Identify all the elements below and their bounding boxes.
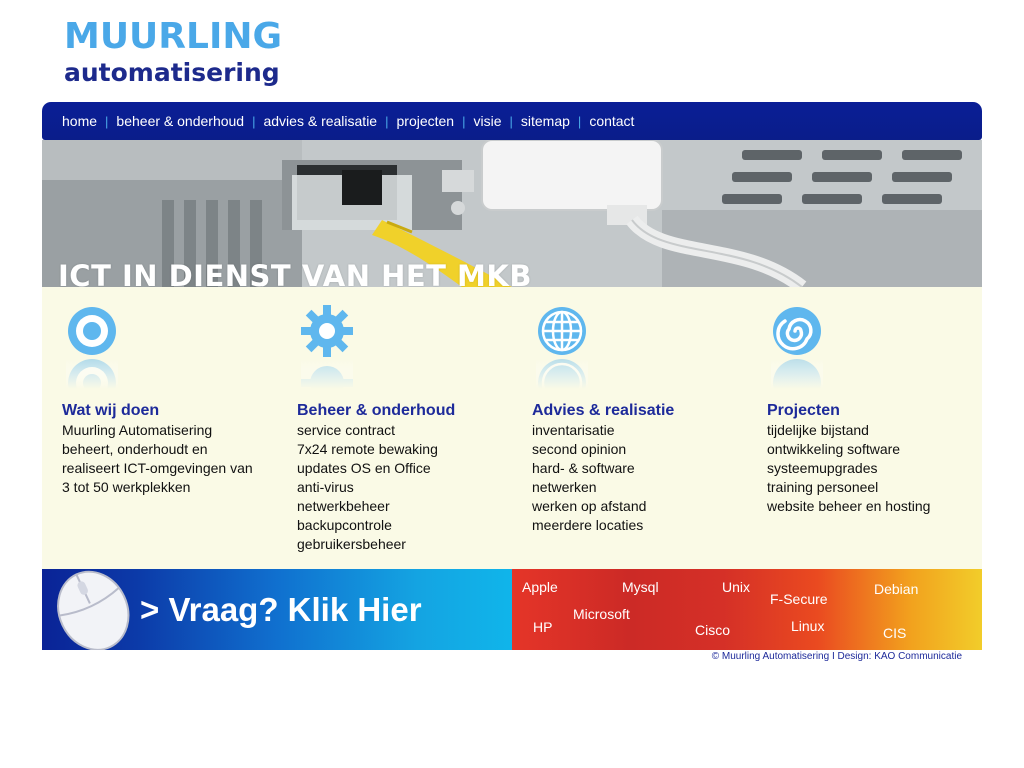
- globe-icon: [536, 305, 588, 389]
- list-item: inventarisatie: [532, 422, 615, 438]
- tag-linux: Linux: [791, 618, 825, 634]
- column-list: [532, 421, 646, 535]
- tag-debian: Debian: [874, 581, 919, 597]
- logo-line-automatisering: automatisering: [64, 58, 280, 87]
- tag-hp: HP: [533, 619, 553, 635]
- tag-microsoft: Microsoft: [573, 606, 630, 622]
- column-list: [297, 421, 438, 554]
- nav-separator: |: [105, 113, 109, 129]
- column-title[interactable]: Projecten: [767, 402, 840, 419]
- tag-unix: Unix: [722, 579, 751, 595]
- contact-banner[interactable]: [42, 569, 512, 650]
- list-item: training personeel: [767, 479, 879, 495]
- nav-separator: |: [462, 113, 466, 129]
- tag-mysql: Mysql: [622, 579, 659, 595]
- computer-mouse-icon: [42, 569, 142, 650]
- footer-credits[interactable]: © Muurling Automatisering I Design: KAO Communicatie: [711, 651, 962, 662]
- list-item: werken op afstand: [532, 498, 647, 514]
- nav-separator: |: [385, 113, 389, 129]
- list-item: second opinion: [532, 441, 627, 457]
- nav-separator: |: [252, 113, 256, 129]
- column-title[interactable]: Wat wij doen: [62, 402, 160, 419]
- nav-projecten[interactable]: projecten: [396, 113, 455, 129]
- main-navigation: [42, 102, 982, 140]
- list-item: beheert, onderhoudt en: [62, 441, 208, 457]
- list-item: Muurling Automatisering: [62, 422, 213, 438]
- spiral-icon: [771, 305, 823, 389]
- hero-heading: ICT IN DIENST VAN HET MKB: [58, 259, 532, 287]
- list-item: realiseert ICT-omgevingen van: [62, 460, 253, 476]
- list-item: 3 tot 50 werkplekken: [62, 479, 191, 495]
- nav-contact[interactable]: contact: [589, 113, 635, 129]
- list-item: netwerkbeheer: [297, 498, 390, 514]
- list-item: service contract: [297, 422, 396, 438]
- tag-cis: CIS: [883, 625, 907, 641]
- nav-separator: |: [509, 113, 513, 129]
- tag-cisco: Cisco: [695, 622, 731, 638]
- list-item: gebruikersbeheer: [297, 536, 406, 552]
- tag-f-secure: F-Secure: [770, 591, 828, 607]
- nav-home[interactable]: home: [62, 113, 98, 129]
- gear-icon: [301, 305, 353, 389]
- column-title[interactable]: Advies & realisatie: [532, 402, 675, 419]
- target-icon: [66, 305, 118, 389]
- tag-apple: Apple: [522, 579, 558, 595]
- logo-line-muurling: MUURLING: [64, 16, 283, 57]
- list-item: netwerken: [532, 479, 597, 495]
- list-item: hard- & software: [532, 460, 635, 476]
- list-item: ontwikkeling software: [767, 441, 901, 457]
- list-item: anti-virus: [297, 479, 354, 495]
- logo[interactable]: [64, 18, 284, 94]
- vraag-klik-hier-link[interactable]: > Vraag? Klik Hier: [140, 591, 422, 628]
- list-item: website beheer en hosting: [767, 498, 931, 514]
- list-item: tijdelijke bijstand: [767, 422, 869, 438]
- hero-banner: [42, 140, 982, 287]
- column-list: [62, 421, 253, 497]
- nav-sitemap[interactable]: sitemap: [520, 113, 570, 129]
- nav-visie[interactable]: visie: [473, 113, 502, 129]
- nav-beheer-onderhoud[interactable]: beheer & onderhoud: [116, 113, 245, 129]
- nav-separator: |: [577, 113, 582, 129]
- column-list: [767, 421, 930, 516]
- nav-advies-realisatie[interactable]: advies & realisatie: [263, 113, 378, 129]
- list-item: 7x24 remote bewaking: [297, 441, 438, 457]
- technology-tags: [512, 569, 982, 650]
- list-item: updates OS en Office: [297, 460, 431, 476]
- column-title[interactable]: Beheer & onderhoud: [297, 402, 456, 419]
- list-item: systeemupgrades: [767, 460, 878, 476]
- list-item: meerdere locaties: [532, 517, 644, 533]
- list-item: backupcontrole: [297, 517, 392, 533]
- services-section: [42, 287, 982, 569]
